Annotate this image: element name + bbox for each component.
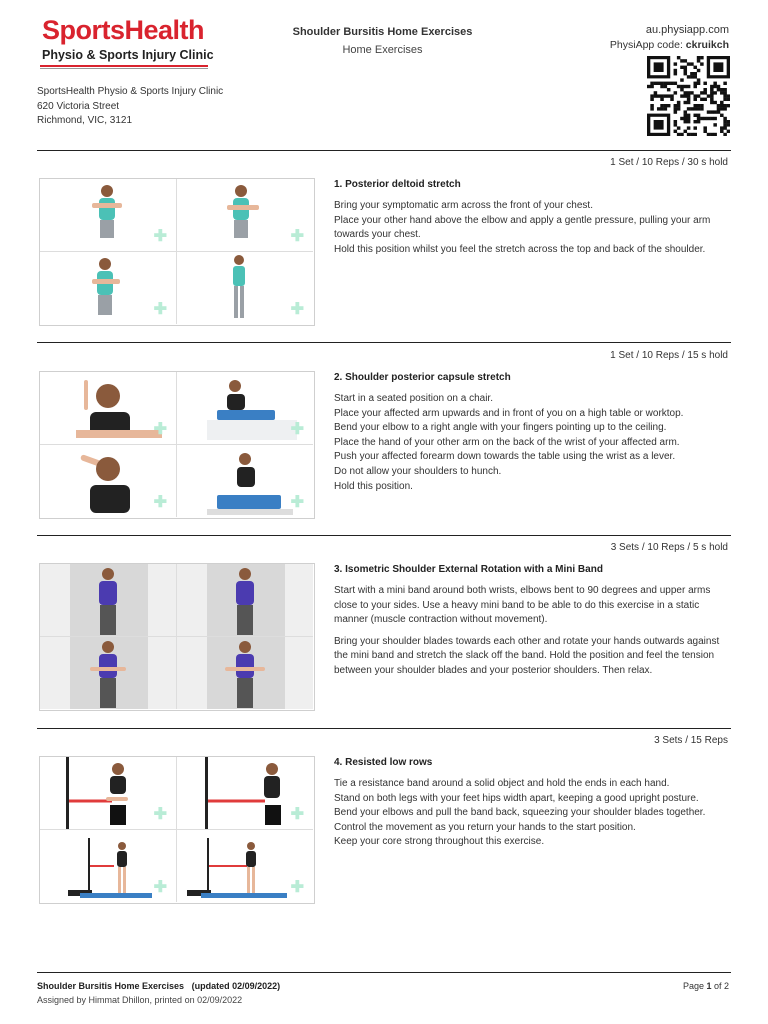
exercise-1-step: Place your other hand above the elbow and apply a gentle pressure, pulling your arm towards your chest. [334, 214, 711, 241]
exercise-image[interactable] [177, 757, 313, 830]
exercise-3-paragraph: Bring your shoulder blades towards each other and rotate your hands outwards against the mini band and stretch the slack off the band. Hold the position and feel the tension between your shoulder blades and your posterior shoulders. Then relax. [334, 635, 720, 676]
logo-underline-secondary [40, 68, 208, 69]
exercise-2-step: Place the hand of your other arm on the back of the wrist of your affected arm. [334, 436, 680, 448]
clinic-name: SportsHealth Physio & Sports Injury Clinic [37, 86, 224, 97]
address-street: 620 Victoria Street [37, 100, 120, 112]
exercise-4-title: 4. Resisted low rows [334, 757, 433, 768]
clinic-logo [42, 14, 204, 46]
exercise-2-step: Place your affected arm upwards and in front of you on a high table or worktop. [334, 407, 684, 419]
exercise-image[interactable] [40, 637, 177, 709]
qr-code[interactable] [647, 56, 730, 136]
exercise-4-dosage: 3 Sets / 15 Reps [654, 735, 728, 746]
exercise-4-image-grid[interactable] [39, 756, 315, 904]
exercise-2-step: Push your affected forearm down towards the table using the wrist as a lever. [334, 451, 676, 463]
address-city: Richmond, VIC, 3121 [37, 115, 133, 126]
plus-icon: ✚ [153, 879, 167, 896]
plus-icon: ✚ [290, 301, 304, 318]
plus-icon: ✚ [290, 494, 304, 511]
plus-icon: ✚ [153, 494, 167, 511]
physiapp-website[interactable]: au.physiapp.com [645, 24, 729, 36]
exercise-image[interactable] [177, 637, 313, 709]
exercise-3-paragraph: Start with a mini band around both wrists, elbows bent to 90 degrees and upper arms close to your sides. Use a heavy mini band to be able to do this exercise in a static manner (muscle contraction without movement). [334, 585, 711, 626]
plus-icon: ✚ [153, 806, 167, 823]
physiapp-code-label: PhysiApp code: [609, 39, 686, 51]
qr-code-graphic [647, 56, 730, 136]
exercise-3-instructions [334, 584, 734, 679]
exercise-2-step: Bend your elbow to a right angle with your fingers pointing up to the ceiling. [334, 422, 667, 434]
exercise-2-step: Hold this position. [334, 480, 413, 492]
exercise-image[interactable] [177, 564, 313, 637]
exercise-image[interactable] [40, 252, 177, 324]
logo-text-sports: Sports [42, 15, 125, 45]
exercise-1-title: 1. Posterior deltoid stretch [334, 179, 461, 190]
exercise-image[interactable] [40, 757, 177, 830]
plus-icon: ✚ [290, 228, 304, 245]
exercise-2-step: Do not allow your shoulders to hunch. [334, 465, 502, 477]
page-label: Page [682, 981, 707, 991]
plus-icon: ✚ [153, 228, 167, 245]
plus-icon: ✚ [290, 421, 304, 438]
exercise-4-step: Tie a resistance band around a solid object and hold the ends in each hand. [334, 778, 670, 789]
person-band-rotation-illustration [177, 564, 313, 636]
footer-title [37, 981, 280, 991]
exercise-3-title: 3. Isometric Shoulder External Rotation with a Mini Band [334, 564, 603, 575]
exercise-image[interactable] [177, 445, 313, 517]
exercise-4-step: Keep your core strong throughout this exercise. [334, 836, 545, 848]
plus-icon: ✚ [153, 301, 167, 318]
exercise-image[interactable] [177, 252, 313, 324]
section-divider [37, 150, 731, 151]
plus-icon: ✚ [153, 421, 167, 438]
exercise-image[interactable] [40, 179, 177, 252]
plus-icon: ✚ [290, 806, 304, 823]
page-current: 1 [706, 981, 712, 991]
exercise-image[interactable] [40, 830, 177, 902]
exercise-1-step: Bring your symptomatic arm across the front of your chest. [334, 200, 593, 211]
exercise-2-instructions [334, 392, 734, 494]
document-subtitle: Home Exercises [342, 44, 423, 56]
exercise-image[interactable] [177, 372, 313, 445]
person-band-rotation-illustration [177, 637, 313, 709]
exercise-4-step: Stand on both legs with your feet hips width apart, keeping a good upright posture. [334, 792, 699, 804]
section-divider [37, 728, 731, 729]
exercise-image[interactable] [40, 372, 177, 445]
exercise-3-dosage: 3 Sets / 10 Reps / 5 s hold [610, 542, 728, 553]
exercise-2-title: 2. Shoulder posterior capsule stretch [334, 372, 511, 383]
footer-doc-title: Shoulder Bursitis Home Exercises [37, 981, 185, 991]
logo-underline [40, 65, 208, 67]
page-total: of 2 [711, 981, 729, 991]
exercise-image[interactable] [177, 179, 313, 252]
person-band-rotation-illustration [40, 564, 176, 636]
physiapp-code-value: ckruikch [685, 39, 729, 51]
exercise-1-instructions [334, 199, 734, 257]
logo-text-health: Health [124, 15, 205, 45]
exercise-image[interactable] [40, 445, 177, 517]
exercise-1-image-grid[interactable] [39, 178, 315, 326]
physiapp-code [610, 39, 729, 51]
exercise-4-instructions [334, 777, 734, 850]
exercise-2-dosage: 1 Set / 10 Reps / 15 s hold [610, 350, 728, 361]
exercise-3-image-grid[interactable] [39, 563, 315, 711]
plus-icon: ✚ [290, 879, 304, 896]
exercise-4-step: Bend your elbows and pull the band back, squeezing your shoulder blades together. [334, 807, 706, 819]
person-band-rotation-illustration [40, 637, 176, 709]
logo-tagline: Physio & Sports Injury Clinic [42, 48, 214, 62]
exercise-image[interactable] [40, 564, 177, 637]
clinic-address [37, 85, 223, 129]
section-divider [37, 535, 731, 536]
exercise-1-dosage: 1 Set / 10 Reps / 30 s hold [610, 157, 728, 168]
footer-assigned: Assigned by Himmat Dhillon, printed on 02/09/2022 [37, 995, 243, 1005]
footer-updated: (updated 02/09/2022) [191, 981, 281, 991]
page-number [683, 981, 729, 991]
exercise-2-step: Start in a seated position on a chair. [334, 393, 493, 404]
exercise-4-step: Control the movement as you return your hands to the start position. [334, 821, 636, 833]
exercise-image[interactable] [177, 830, 313, 902]
exercise-1-step: Hold this position whilst you feel the stretch across the top and back of the shoulder. [334, 243, 706, 255]
exercise-2-image-grid[interactable] [39, 371, 315, 519]
footer-divider [37, 972, 731, 973]
document-title: Shoulder Bursitis Home Exercises [292, 26, 473, 38]
section-divider [37, 342, 731, 343]
